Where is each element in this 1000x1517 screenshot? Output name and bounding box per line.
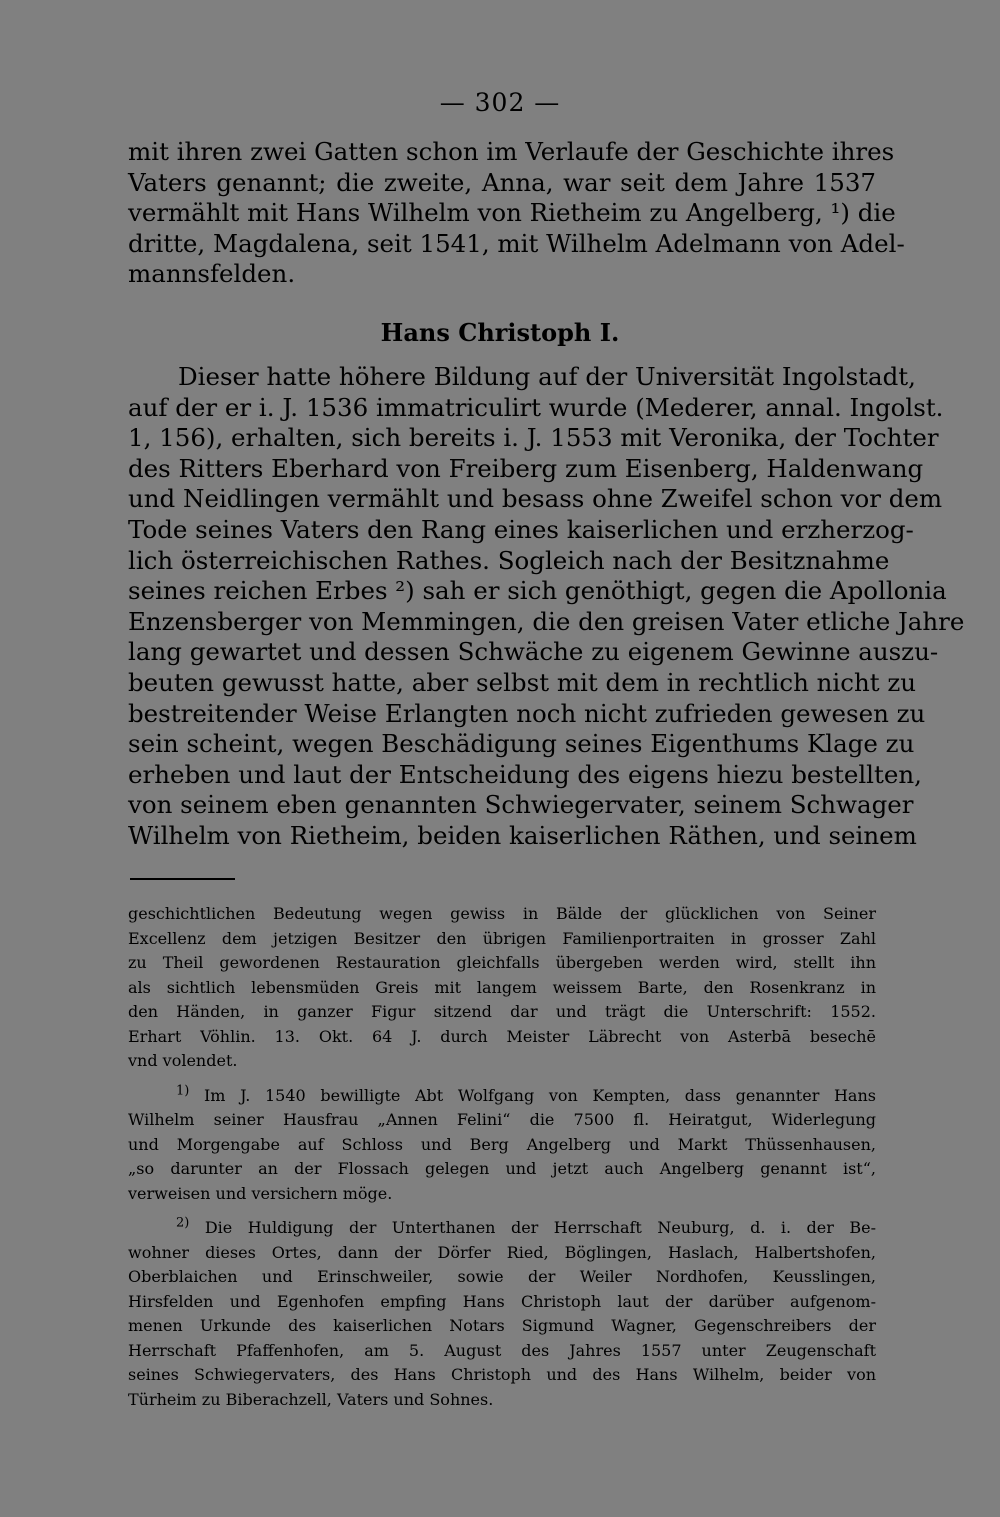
text-line: des Ritters Eberhard von Freiberg zum Eisenberg, Haldenwang <box>128 453 924 483</box>
footnote-line: Hirsfelden und Egenhofen empfing Hans Christoph laut der darüber aufgenom- <box>128 1291 876 1311</box>
footnote-continuation <box>128 902 876 1074</box>
text-line: auf der er i. J. 1536 immatriculirt wurde (Mederer, annal. Ingolst. <box>128 392 944 422</box>
footnote-line: Türheim zu Biberachzell, Vaters und Sohnes. <box>128 1389 494 1409</box>
footnote-line: und Morgengabe auf Schloss und Berg Angelberg und Markt Thüssenhausen, <box>128 1134 876 1154</box>
text-line: Vaters genannt; die zweite, Anna, war seit dem Jahre 1537 <box>128 167 876 197</box>
text-line: lang gewartet und dessen Schwäche zu eigenem Gewinne auszu- <box>128 637 939 667</box>
footnote-line: seines Schwiegervaters, des Hans Christoph und des Hans Wilhelm, beider von <box>128 1365 876 1384</box>
footnote-line: den Händen, in ganzer Figur sitzend dar und trägt die Unterschrift: 1552. <box>128 1002 876 1021</box>
footnote-line: menen Urkunde des kaiserlichen Notars Sigmund Wagner, Gegenschreibers der <box>128 1316 876 1335</box>
text-line: und Neidlingen vermählt und besass ohne Zweifel schon vor dem <box>128 484 943 514</box>
footnote-line: zu Theil gewordenen Restauration gleichfalls übergeben werden wird, stellt ihn <box>128 953 876 972</box>
text-line: mit ihren zwei Gatten schon im Verlaufe der Geschichte ihres <box>128 137 895 166</box>
footnote-line: als sichtlich lebensmüden Greis mit langem weissem Barte, den Rosenkranz in <box>128 977 876 997</box>
footnote-text: Im J. 1540 bewilligte Abt Wolfgang von Kempten, dass genannter Hans <box>203 1085 876 1105</box>
text-line: Dieser hatte höhere Bildung auf der Universität Ingolstadt, <box>178 362 916 391</box>
footnotes <box>128 902 876 1412</box>
footnote-marker: 2) <box>176 1215 190 1231</box>
footnote-line: verweisen und versichern möge. <box>128 1183 393 1203</box>
text-line: dritte, Magdalena, seit 1541, mit Wilhelm Adelmann von Adel- <box>128 228 905 258</box>
intro-paragraph <box>128 137 905 290</box>
footnote-line: Herrschaft Pfaffenhofen, am 5. August des Jahres 1557 unter Zeugenschaft <box>128 1340 876 1360</box>
section-heading: Hans Christoph I. <box>380 318 620 347</box>
text-line: sein scheint, wegen Beschädigung seines Eigenthums Klage zu <box>128 729 915 759</box>
text-line: lich österreichischen Rathes. Sogleich nach der Besitznahme <box>128 545 890 575</box>
footnote-line <box>128 1216 876 1241</box>
text-line: von seinem eben genannten Schwiegervater, seinem Schwager <box>128 790 914 820</box>
footnote-line: Erhart Vöhlin. 13. Okt. 64 J. durch Meister Läbrecht von Asterbā besechē <box>128 1026 876 1046</box>
footnote-2 <box>128 1216 876 1412</box>
text-line: Enzensberger von Memmingen, die den greisen Vater etliche Jahre <box>128 606 965 636</box>
footnote-marker: 1) <box>176 1083 190 1099</box>
text-line: vermählt mit Hans Wilhelm von Rietheim zu Angelberg, ¹) die <box>128 198 896 228</box>
text-line: mannsfelden. <box>128 259 296 289</box>
text-line: Wilhelm von Rietheim, beiden kaiserlichen Räthen, und seinem <box>128 820 917 850</box>
footnote-line: geschichtlichen Bedeutung wegen gewiss in Bälde der glücklichen von Seiner <box>128 904 876 923</box>
main-paragraph <box>128 362 965 852</box>
footnote-1 <box>128 1084 876 1207</box>
text-line: erheben und laut der Entscheidung des eigens hiezu bestellten, <box>128 759 922 789</box>
footnote-line: Oberblaichen und Erinschweiler, sowie der Weiler Nordhofen, Keusslingen, <box>128 1267 876 1286</box>
text-line: beuten gewusst hatte, aber selbst mit dem in rechtlich nicht zu <box>128 667 917 697</box>
footnote-separator <box>130 878 235 880</box>
text-line: seines reichen Erbes ²) sah er sich genöthigt, gegen die Apollonia <box>128 576 947 606</box>
footnote-text: Die Huldigung der Unterthanen der Herrschaft Neuburg, d. i. der Be- <box>204 1218 876 1237</box>
text-line: 1, 156), erhalten, sich bereits i. J. 1553 mit Veronika, der Tochter <box>128 423 939 453</box>
footnote-line: vnd volendet. <box>128 1051 238 1070</box>
footnote-line: „so darunter an der Flossach gelegen und jetzt auch Angelberg genannt ist“, <box>128 1159 876 1178</box>
footnote-line: Excellenz dem jetzigen Besitzer den übrigen Familienportraiten in grosser Zahl <box>128 928 876 948</box>
footnote-line <box>128 1084 876 1109</box>
page-number: — 302 — <box>439 88 561 117</box>
footnote-line: Wilhelm seiner Hausfrau „Annen Felini“ die 7500 fl. Heiratgut, Widerlegung <box>128 1110 876 1129</box>
text-line: bestreitender Weise Erlangten noch nicht zufrieden gewesen zu <box>128 698 926 728</box>
text-line: Tode seines Vaters den Rang eines kaiserlichen und erzherzog- <box>128 514 914 544</box>
footnote-line: wohner dieses Ortes, dann der Dörfer Ried, Böglingen, Haslach, Halbertshofen, <box>128 1242 876 1262</box>
